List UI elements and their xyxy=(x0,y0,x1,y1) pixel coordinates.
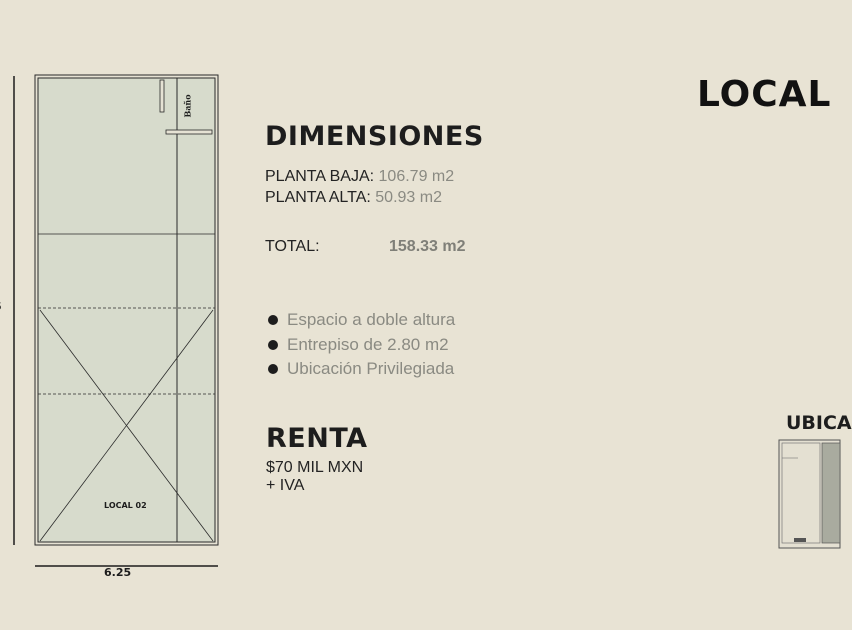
total-value: 158.33 m2 xyxy=(389,238,466,255)
location-mini-plan xyxy=(778,438,840,552)
planta-alta-line xyxy=(265,189,442,207)
planta-alta-value: 50.93 m2 xyxy=(375,189,442,206)
rent-tax: + IVA xyxy=(266,477,305,494)
bullet-icon xyxy=(268,340,278,350)
location-heading: UBICA xyxy=(786,412,852,434)
total-label: TOTAL: xyxy=(265,238,320,255)
location-marker xyxy=(794,538,806,542)
bullet-icon xyxy=(268,364,278,374)
dimensions-heading: DIMENSIONES xyxy=(265,121,484,152)
planta-alta-label: PLANTA ALTA: xyxy=(265,189,371,206)
location-highlight xyxy=(822,443,840,543)
width-dimension-label: 6.25 xyxy=(104,566,132,579)
feature-item xyxy=(268,310,455,330)
feature-item xyxy=(268,359,454,379)
feature-text: Entrepiso de 2.80 m2 xyxy=(287,335,449,354)
planta-baja-label: PLANTA BAJA: xyxy=(265,168,375,185)
height-dimension-label xyxy=(0,300,2,313)
bullet-icon xyxy=(268,315,278,325)
feature-text: Espacio a doble altura xyxy=(287,310,456,329)
floor-plan xyxy=(0,0,240,600)
room-label: LOCAL 02 xyxy=(104,501,147,510)
planta-baja-line xyxy=(265,168,454,186)
feature-text: Ubicación Privilegiada xyxy=(287,359,455,378)
plan-floor xyxy=(38,78,215,542)
page-title: LOCAL xyxy=(697,74,832,115)
bathroom-door xyxy=(160,80,164,112)
renta-heading: RENTA xyxy=(266,423,368,454)
bathroom-label: Baño xyxy=(182,94,193,118)
rent-price: $70 MIL MXN xyxy=(266,459,364,476)
planta-baja-value: 106.79 m2 xyxy=(378,168,455,185)
bathroom-wall xyxy=(166,130,212,134)
feature-item xyxy=(268,335,449,355)
